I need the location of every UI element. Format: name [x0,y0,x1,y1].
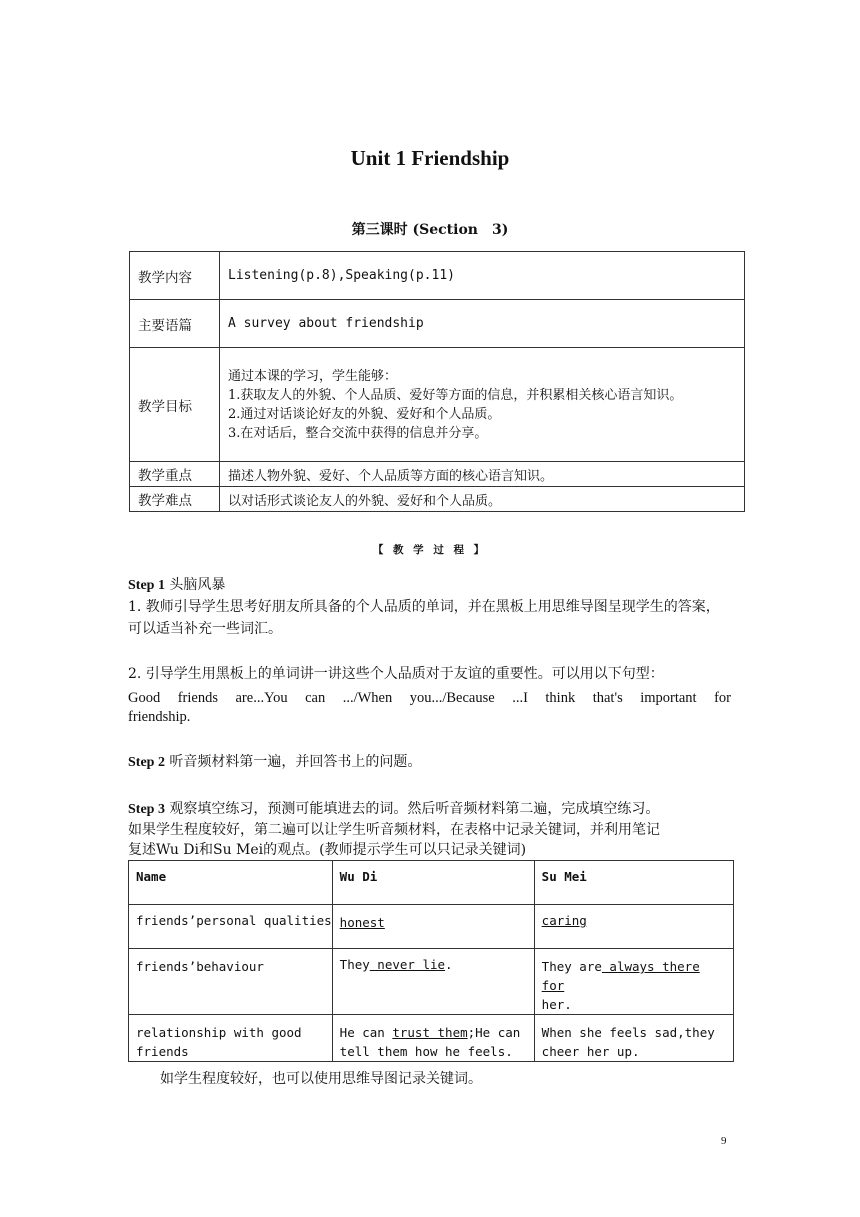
key-value: 描述人物外貌、爱好、个人品质等方面的核心语言知识。 [220,462,745,487]
table-row [130,252,745,300]
step2-label: Step 2 [128,755,165,770]
text-fragment: They are [541,959,602,974]
answer-su-mei: always there for [541,959,700,993]
text-fragment: They [339,957,370,972]
step2-text: 听音频材料第一遍，并回答书上的问题。 [169,754,422,770]
text-fragment: He can [339,1025,393,1040]
step1-pattern-line2: friendship. [128,709,191,725]
table-row [129,905,734,949]
table-row [130,348,745,462]
row-label: friends’behaviour [129,949,333,1015]
header-wu-di: Wu Di [332,861,534,905]
table-row [129,949,734,1015]
difficulty-value: 以对话形式谈论友人的外貌、爱好和个人品质。 [220,487,745,512]
cell-wu-di [332,1015,534,1062]
table-row [130,300,745,348]
goal-line: 3.在对话后，整合交流中获得的信息并分享。 [228,425,488,441]
cell-su-mei: When she feels sad,they cheer her up. [534,1015,733,1062]
tip-text: 如学生程度较好，也可以使用思维导图记录关键词。 [160,1071,482,1087]
header-name: Name [129,861,333,905]
text-fragment: her. [541,997,572,1012]
text-label: 主要语篇 [130,300,220,348]
step3-line1 [128,799,738,820]
step1-pattern-line1: Good friends are...You can .../When you.../Because ...I think that's important for [128,690,731,706]
goals-label: 教学目标 [130,348,220,462]
row-label: relationship with good friends [129,1015,333,1062]
answer-wu-di: honest [339,915,385,930]
content-label: 教学内容 [130,252,220,300]
step3-line3: 复述Wu Di和Su Mei的观点。(教师提示学生可以只记录关键词) [128,842,527,858]
text-fragment: . [445,957,453,972]
step1-label: Step 1 [128,578,165,593]
step1-item2: 2. 引导学生用黑板上的单词讲一讲这些个人品质对于友谊的重要性。可以用以下句型： [128,666,664,682]
notes-table [128,860,734,1062]
content-value: Listening(p.8),Speaking(p.11) [220,252,745,300]
table-header-row [129,861,734,905]
process-title: 【 教 学 过 程 】 [372,544,488,556]
text-value: A survey about friendship [220,300,745,348]
step2-paragraph [128,752,731,773]
table-row [130,487,745,512]
goal-line: 2.通过对话谈论好友的外貌、爱好和个人品质。 [228,406,501,422]
cell-wu-di [332,949,534,1015]
difficulty-label: 教学难点 [130,487,220,512]
cell-wu-di [332,905,534,949]
step3-text: 观察填空练习，预测可能填进去的词。然后听音频材料第二遍，完成填空练习。 [169,801,660,817]
table-row [130,462,745,487]
text-fragment: ;He can tell them how he feels. [339,1025,521,1059]
step3-line2: 如果学生程度较好，第二遍可以让学生听音频材料，在表格中记录关键词，并利用笔记 [128,822,660,838]
page-title: Unit 1 Friendship [350,146,510,170]
table-row [129,1015,734,1062]
step1-title: 头脑风暴 [169,577,226,593]
cell-su-mei [534,949,733,1015]
row-label: friends’personal qualities [129,905,333,949]
header-su-mei: Su Mei [534,861,733,905]
goal-line: 通过本课的学习，学生能够： [228,368,398,384]
answer-wu-di: trust them [392,1025,468,1040]
key-label: 教学重点 [130,462,220,487]
cell-su-mei [534,905,733,949]
answer-wu-di: never lie [369,957,446,972]
step1-heading [128,575,731,596]
goal-line: 1.获取友人的外貌、个人品质、爱好等方面的信息，并积累相关核心语言知识。 [228,387,683,403]
answer-su-mei: caring [541,913,587,928]
step1-item1: 1. 教师引导学生思考好朋友所具备的个人品质的单词，并在黑板上用思维导图呈现学生的答案，可以适当补充一些词汇。 [128,599,720,637]
goals-value [220,348,745,462]
page-number: 9 [721,1135,727,1147]
lesson-info-table [129,251,745,512]
step3-label: Step 3 [128,802,165,817]
lesson-subtitle: 第三课时 (Section 3) [351,222,509,238]
